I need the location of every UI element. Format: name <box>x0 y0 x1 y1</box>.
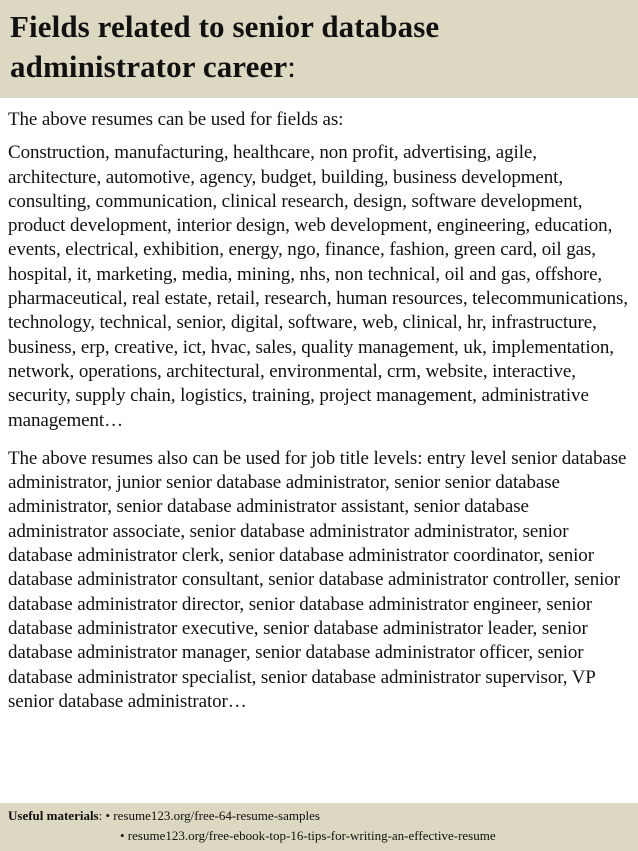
job-levels-text: The above resumes also can be used for job title levels: entry level senior database administrator, junior senior database administrator, senior senior database administrator, senior database administrator assistant, senior database administrator associate, senior database administrator administrator, senior database administrator clerk, senior database administrator coordinator, senior database administrator consultant, senior database administrator controller, senior database administrator director, senior database administrator engineer, senior database administrator executive, senior database administrator leader, senior database administrator manager, senior database administrator officer, senior database administrator specialist, senior database administrator supervisor, VP senior database administrator… <box>8 447 627 712</box>
intro-text: The above resumes can be used for fields as: <box>8 109 344 130</box>
page-title <box>10 7 628 87</box>
footer-row-1 <box>8 806 638 826</box>
footer-separator: : <box>98 808 106 823</box>
useful-materials-label: Useful materials <box>8 808 99 823</box>
title-colon: : <box>287 49 296 84</box>
main-content <box>8 108 633 803</box>
ebook-tips-link[interactable]: • resume123.org/free-ebook-top-16-tips-for-writing-an-effective-resume <box>120 828 496 843</box>
footer-row-2 <box>8 826 638 846</box>
page-header <box>0 0 638 98</box>
fields-list: Construction, manufacturing, healthcare, non profit, advertising, agile, architecture, automotive, agency, budget, building, business development, consulting, communication, clinical research, design, software development, product development, interior design, web development, engineering, education, events, electrical, exhibition, energy, ngo, finance, fashion, green card, oil gas, hospital, it, marketing, media, mining, nhs, non technical, oil and gas, offshore, pharmaceutical, real estate, retail, research, human resources, telecommunications, technology, technical, senior, digital, software, web, clinical, hr, infrastructure, business, erp, creative, ict, hvac, sales, quality management, uk, implementation, network, operations, architectural, environmental, crm, website, interactive, security, supply chain, logistics, training, project management, administrative management… <box>8 142 628 431</box>
useful-materials-footer <box>0 803 638 851</box>
resume-samples-link[interactable]: • resume123.org/free-64-resume-samples <box>105 808 320 823</box>
title-text: Fields related to senior database administrator career <box>10 9 440 84</box>
